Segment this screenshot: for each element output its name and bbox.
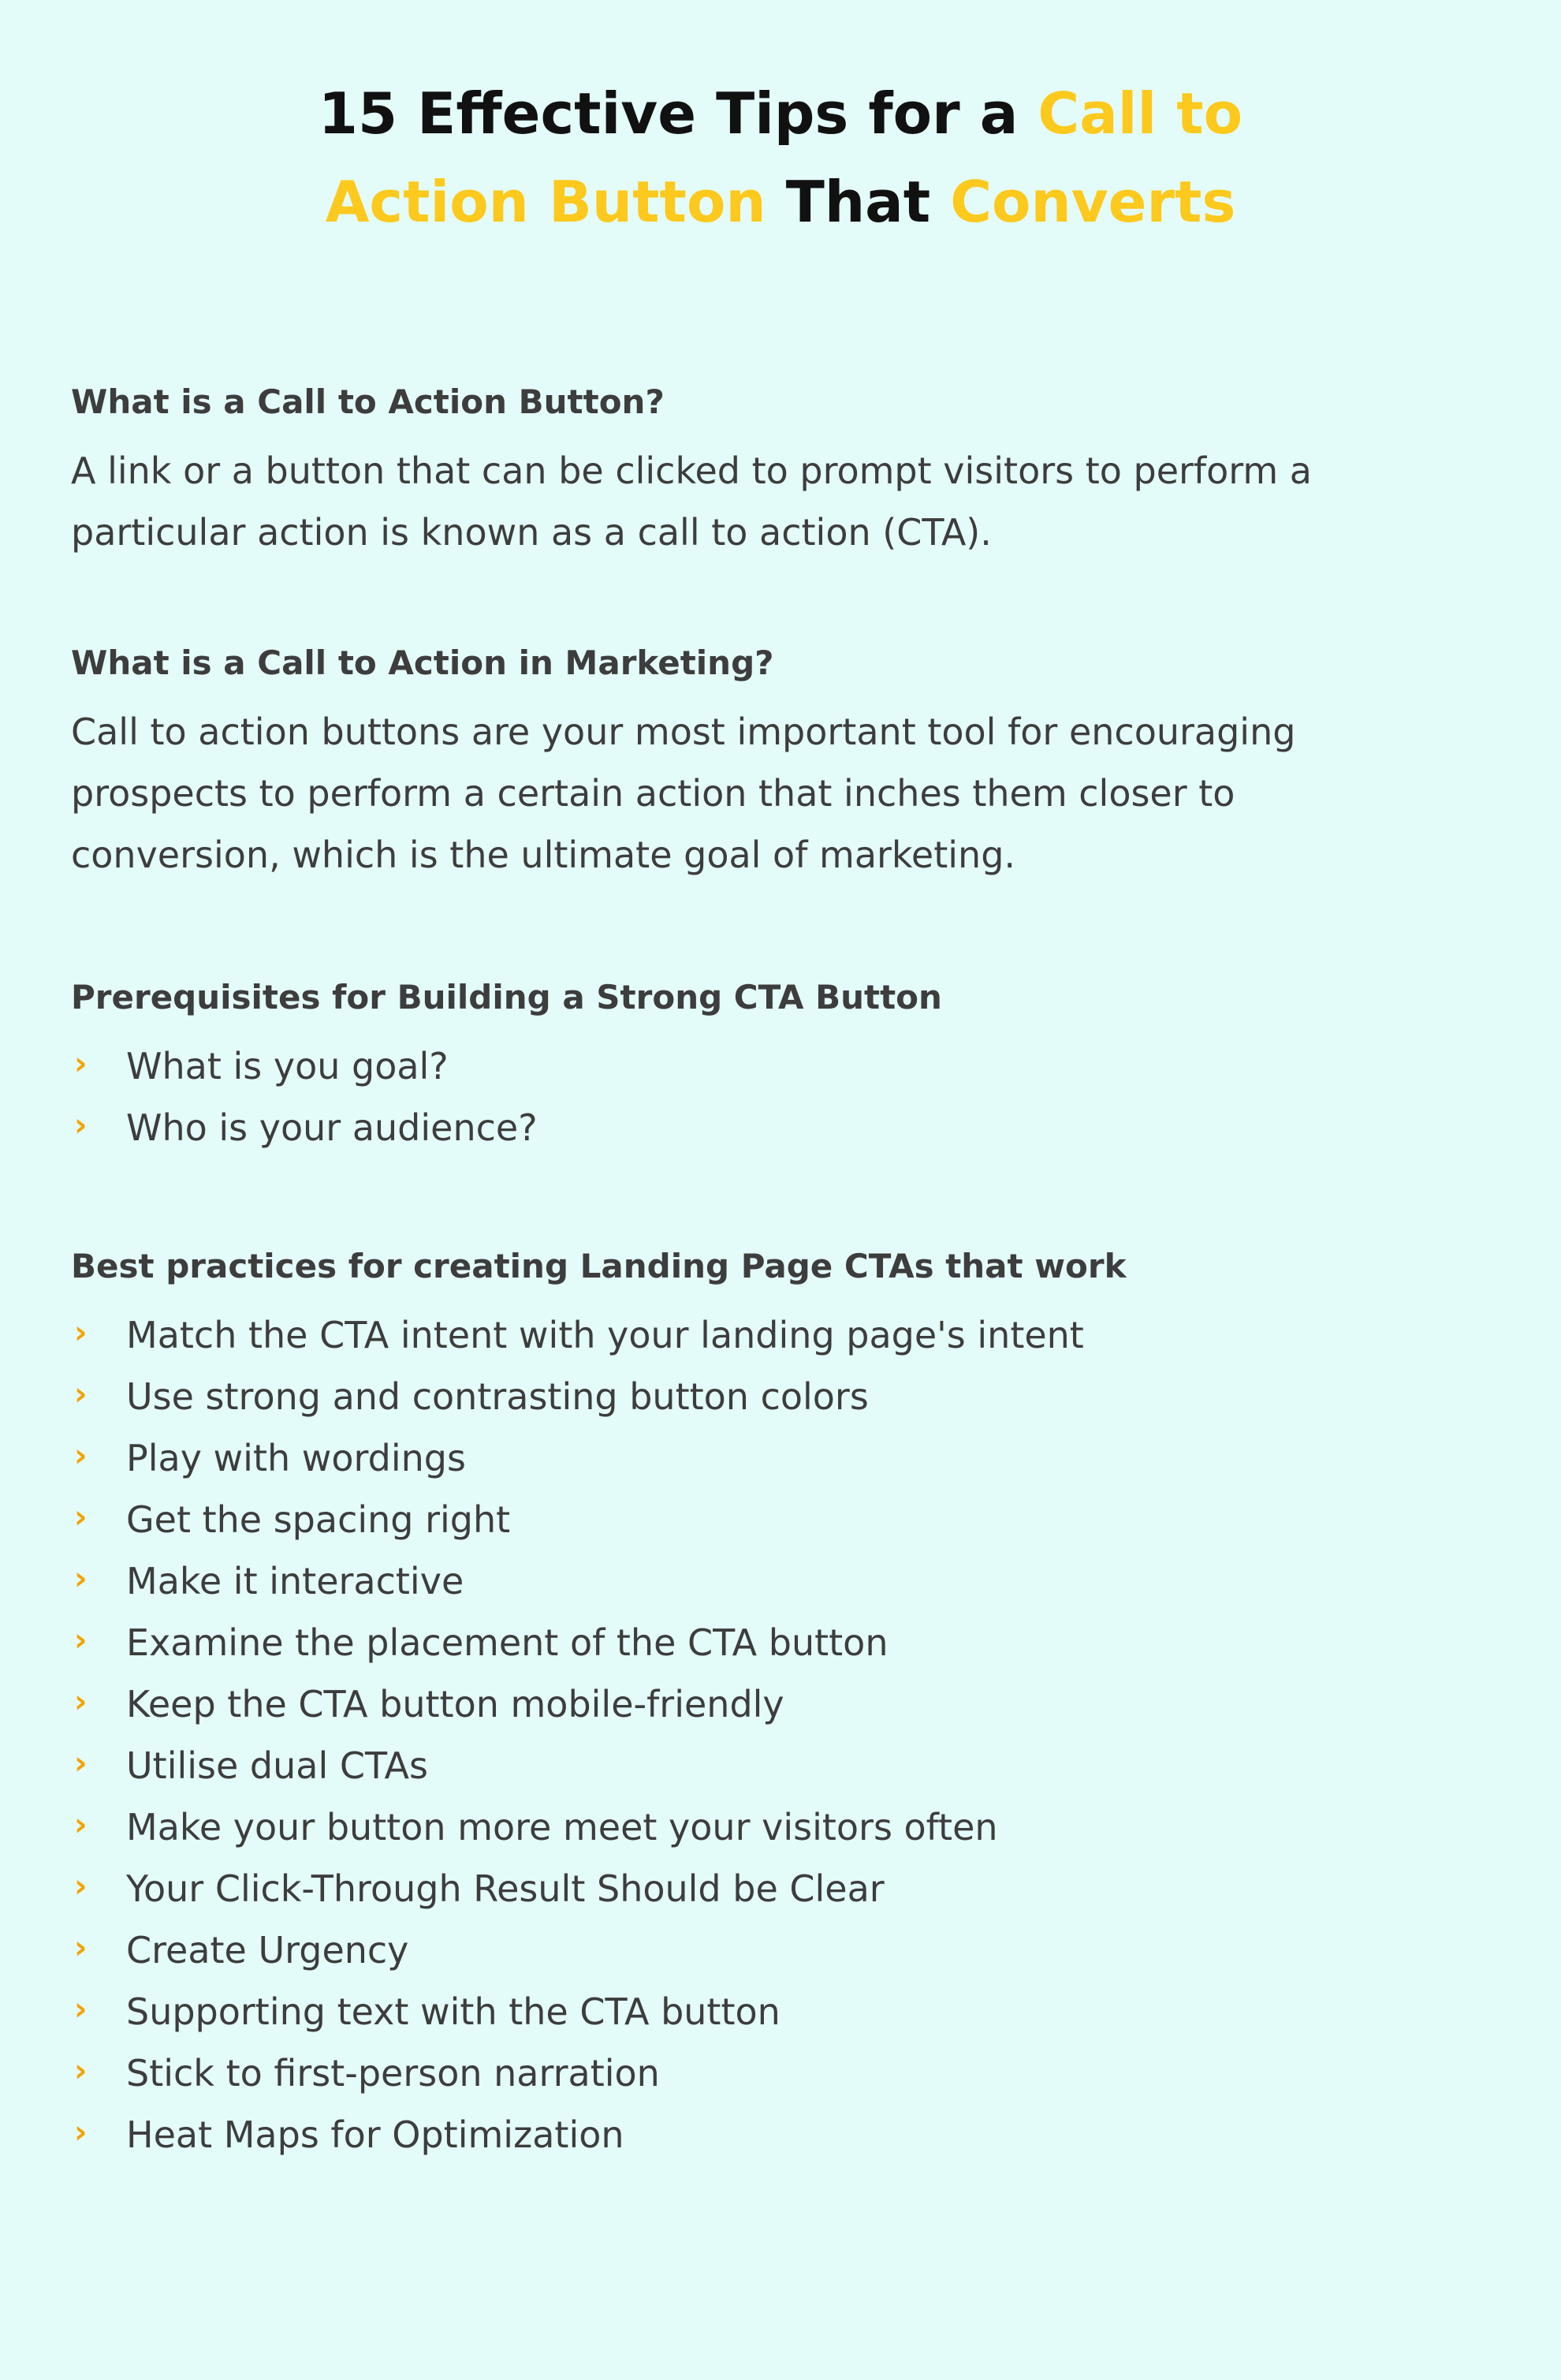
title-accent-1: Call to [1038,80,1243,147]
list-item [71,1858,1459,1919]
list-item [71,2104,1459,2166]
list-item [71,1304,1459,1366]
list-item-text: Your Click-Through Result Should be Clear [126,1867,885,1910]
list-item [71,1097,1459,1158]
list-item-text: Keep the CTA button mobile-friendly [126,1683,784,1725]
list-item-text: Make it interactive [126,1560,464,1602]
chevron-right-icon: › [74,1107,88,1143]
chevron-right-icon: › [74,1991,88,2027]
list-item [71,1035,1459,1097]
list-item-text: Create Urgency [126,1929,409,1972]
paragraph-line: particular action is known as a call to action (CTA). [71,511,992,554]
chevron-right-icon: › [74,1499,88,1535]
list-item-text: Get the spacing right [126,1498,511,1541]
section-prerequisites [71,974,1459,1158]
chevron-right-icon: › [74,1438,88,1474]
list-item [71,1735,1459,1796]
section-paragraph [71,701,1459,886]
list-item-text: What is you goal? [126,1045,449,1087]
list-item [71,1427,1459,1489]
list-item-text: Examine the placement of the CTA button [126,1621,889,1664]
chevron-right-icon: › [74,1868,88,1904]
list-item [71,1489,1459,1550]
list-item [71,1796,1459,1858]
list-item-text: Who is your audience? [126,1106,538,1149]
list-item [71,1919,1459,1981]
chevron-right-icon: › [74,1046,88,1082]
paragraph-line: A link or a button that can be clicked to prompt visitors to perform a [71,450,1312,492]
list-item-text: Stick to first-person narration [126,2052,660,2095]
list-item-text: Utilise dual CTAs [126,1744,428,1787]
list-item-text: Play with wordings [126,1437,466,1479]
section-what-is-cta-marketing [71,640,1459,886]
section-heading: What is a Call to Action in Marketing? [71,643,774,682]
list-item [71,1981,1459,2042]
list-item [71,2042,1459,2104]
section-heading: Prerequisites for Building a Strong CTA Button [71,978,942,1017]
list-item [71,1673,1459,1735]
paragraph-line: conversion, which is the ultimate goal of marketing. [71,834,1016,876]
chevron-right-icon: › [74,1622,88,1658]
chevron-right-icon: › [74,2114,88,2151]
list-item-text: Make your button more meet your visitors often [126,1806,998,1848]
list-item [71,1366,1459,1427]
section-paragraph [71,440,1459,563]
title-accent-2: Action Button [325,169,766,235]
list-item [71,1550,1459,1612]
list-item-text: Match the CTA intent with your landing page's intent [126,1314,1084,1356]
chevron-right-icon: › [74,1684,88,1720]
paragraph-line: Call to action buttons are your most important tool for encouraging [71,711,1296,753]
chevron-right-icon: › [74,1930,88,1966]
title-part-2: That [766,169,951,235]
chevron-right-icon: › [74,2053,88,2089]
title-part-1: 15 Effective Tips for a [318,80,1038,147]
list-item-text: Heat Maps for Optimization [126,2113,624,2156]
chevron-right-icon: › [74,1745,88,1781]
content [71,379,1459,2166]
page-title [0,69,1561,246]
chevron-right-icon: › [74,1807,88,1843]
chevron-right-icon: › [74,1376,88,1412]
section-heading: What is a Call to Action Button? [71,382,665,421]
list-item-text: Use strong and contrasting button colors [126,1375,869,1418]
paragraph-line: prospects to perform a certain action that inches them closer to [71,772,1235,815]
title-accent-3: Converts [950,169,1236,235]
section-what-is-cta-button [71,379,1459,563]
chevron-right-icon: › [74,1561,88,1597]
prerequisites-list [71,1035,1459,1158]
list-item [71,1612,1459,1673]
section-best-practices [71,1243,1459,2166]
section-heading: Best practices for creating Landing Page CTAs that work [71,1247,1127,1285]
chevron-right-icon: › [74,1315,88,1351]
list-item-text: Supporting text with the CTA button [126,1990,780,2033]
best-practices-list [71,1304,1459,2166]
